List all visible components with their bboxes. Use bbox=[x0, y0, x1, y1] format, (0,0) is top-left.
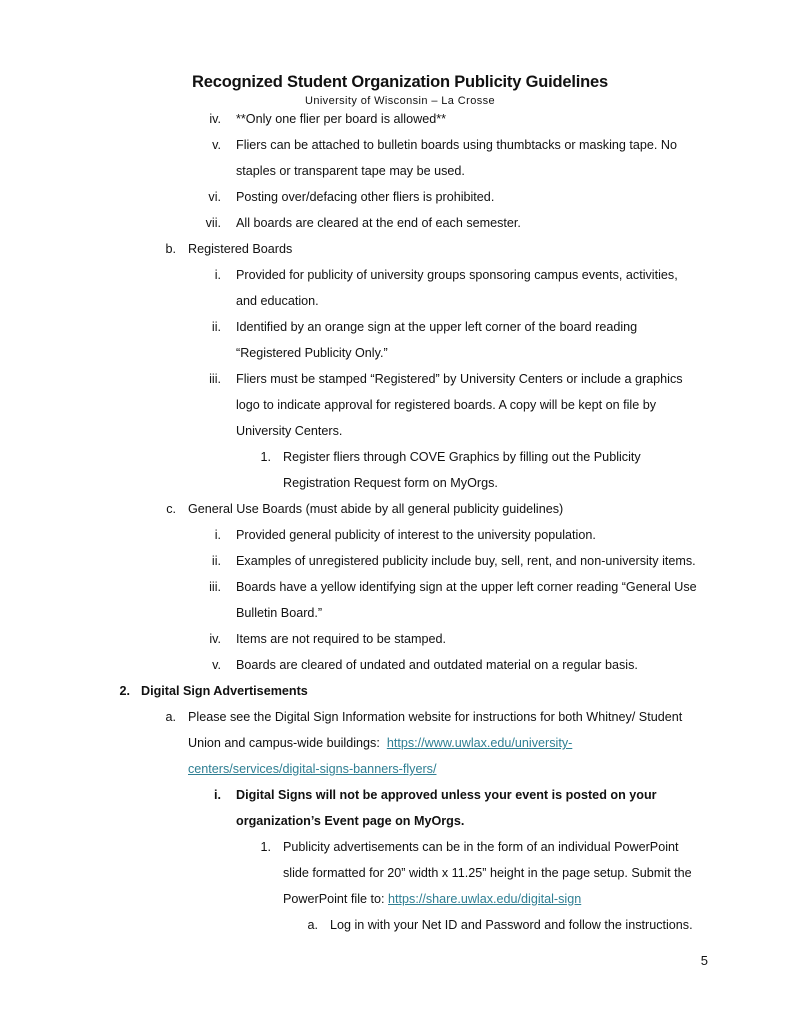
list-item-text: **Only one flier per board is allowed** bbox=[236, 112, 447, 126]
document-subtitle: University of Wisconsin – La Crosse bbox=[304, 95, 496, 107]
list-marker: ii. bbox=[211, 320, 221, 334]
list-item-text: Publicity advertisements can be in the form of an individual PowerPoint bbox=[283, 840, 679, 854]
list-item-text: Examples of unregistered publicity include buy, sell, rent, and non-university items. bbox=[236, 554, 696, 568]
list-item-text: Fliers can be attached to bulletin boards using thumbtacks or masking tape. No bbox=[236, 138, 678, 152]
list-item-text: Bulletin Board.” bbox=[236, 606, 323, 620]
list-item-text: Provided general publicity of interest to the university population. bbox=[236, 528, 596, 542]
list-marker: iv. bbox=[209, 632, 221, 646]
list-marker: i. bbox=[214, 788, 221, 802]
page-number: 5 bbox=[700, 953, 708, 968]
list-marker: vi. bbox=[208, 190, 221, 204]
list-item-text: logo to indicate approval for registered boards. A copy will be kept on file by bbox=[236, 398, 657, 412]
list-marker: 1. bbox=[260, 450, 271, 464]
list-marker: iii. bbox=[209, 580, 221, 594]
list-marker: i. bbox=[214, 268, 221, 282]
list-item-text: Digital Signs will not be approved unless your event is posted on your bbox=[236, 788, 657, 802]
list-marker: iii. bbox=[209, 372, 221, 386]
digital-sign-share-link[interactable]: https://share.uwlax.edu/digital-sign bbox=[388, 892, 582, 906]
list-item-text: “Registered Publicity Only.” bbox=[236, 346, 388, 360]
list-item-text: Identified by an orange sign at the upper left corner of the board reading bbox=[236, 320, 638, 334]
list-marker: a. bbox=[307, 918, 318, 932]
list-item-text bbox=[283, 891, 581, 907]
digital-sign-info-link-continued[interactable]: centers/services/digital-signs-banners-flyers/ bbox=[188, 762, 437, 776]
list-item-text: staples or transparent tape may be used. bbox=[236, 164, 465, 178]
list-marker: c. bbox=[166, 502, 176, 516]
list-item-text: University Centers. bbox=[236, 424, 343, 438]
document-title: Recognized Student Organization Publicity Guidelines bbox=[192, 73, 608, 91]
list-item-text: PowerPoint file to: bbox=[283, 892, 385, 906]
section-heading: Registered Boards bbox=[188, 242, 293, 256]
list-marker: b. bbox=[165, 242, 176, 256]
list-marker: vii. bbox=[205, 216, 221, 230]
list-marker: ii. bbox=[211, 554, 221, 568]
list-item-text bbox=[188, 735, 572, 751]
list-item-text: All boards are cleared at the end of each semester. bbox=[236, 216, 521, 230]
list-item-text: Register fliers through COVE Graphics by filling out the Publicity bbox=[283, 450, 641, 464]
list-marker: v. bbox=[212, 138, 221, 152]
list-item-text: Fliers must be stamped “Registered” by University Centers or include a graphics bbox=[236, 372, 683, 386]
list-item-text: Log in with your Net ID and Password and follow the instructions. bbox=[330, 918, 693, 932]
list-marker: iv. bbox=[209, 112, 221, 126]
list-item-text: slide formatted for 20” width x 11.25” height in the page setup. Submit the bbox=[283, 866, 692, 880]
list-marker: v. bbox=[212, 658, 221, 672]
list-item-text: Registration Request form on MyOrgs. bbox=[283, 476, 498, 490]
list-item-text: organization’s Event page on MyOrgs. bbox=[236, 814, 465, 828]
list-item-text: Provided for publicity of university groups sponsoring campus events, activities, bbox=[236, 268, 678, 282]
list-item-text: Please see the Digital Sign Information website for instructions for both Whitney/ Student bbox=[188, 710, 683, 724]
digital-sign-info-link[interactable]: https://www.uwlax.edu/university- bbox=[386, 736, 573, 750]
list-marker: 1. bbox=[260, 840, 271, 854]
section-heading: Digital Sign Advertisements bbox=[141, 684, 308, 698]
list-item-text: Items are not required to be stamped. bbox=[236, 632, 447, 646]
section-heading: General Use Boards (must abide by all general publicity guidelines) bbox=[188, 502, 564, 516]
list-item-text: Posting over/defacing other fliers is prohibited. bbox=[236, 190, 495, 204]
list-item-text: Boards are cleared of undated and outdated material on a regular basis. bbox=[236, 658, 638, 672]
list-marker: a. bbox=[165, 710, 176, 724]
list-item-text: Boards have a yellow identifying sign at the upper left corner reading “General Use bbox=[236, 580, 697, 594]
list-marker: i. bbox=[214, 528, 221, 542]
list-item-text: and education. bbox=[236, 294, 319, 308]
list-item-text: Union and campus-wide buildings: bbox=[188, 736, 380, 750]
list-marker: 2. bbox=[119, 684, 130, 698]
